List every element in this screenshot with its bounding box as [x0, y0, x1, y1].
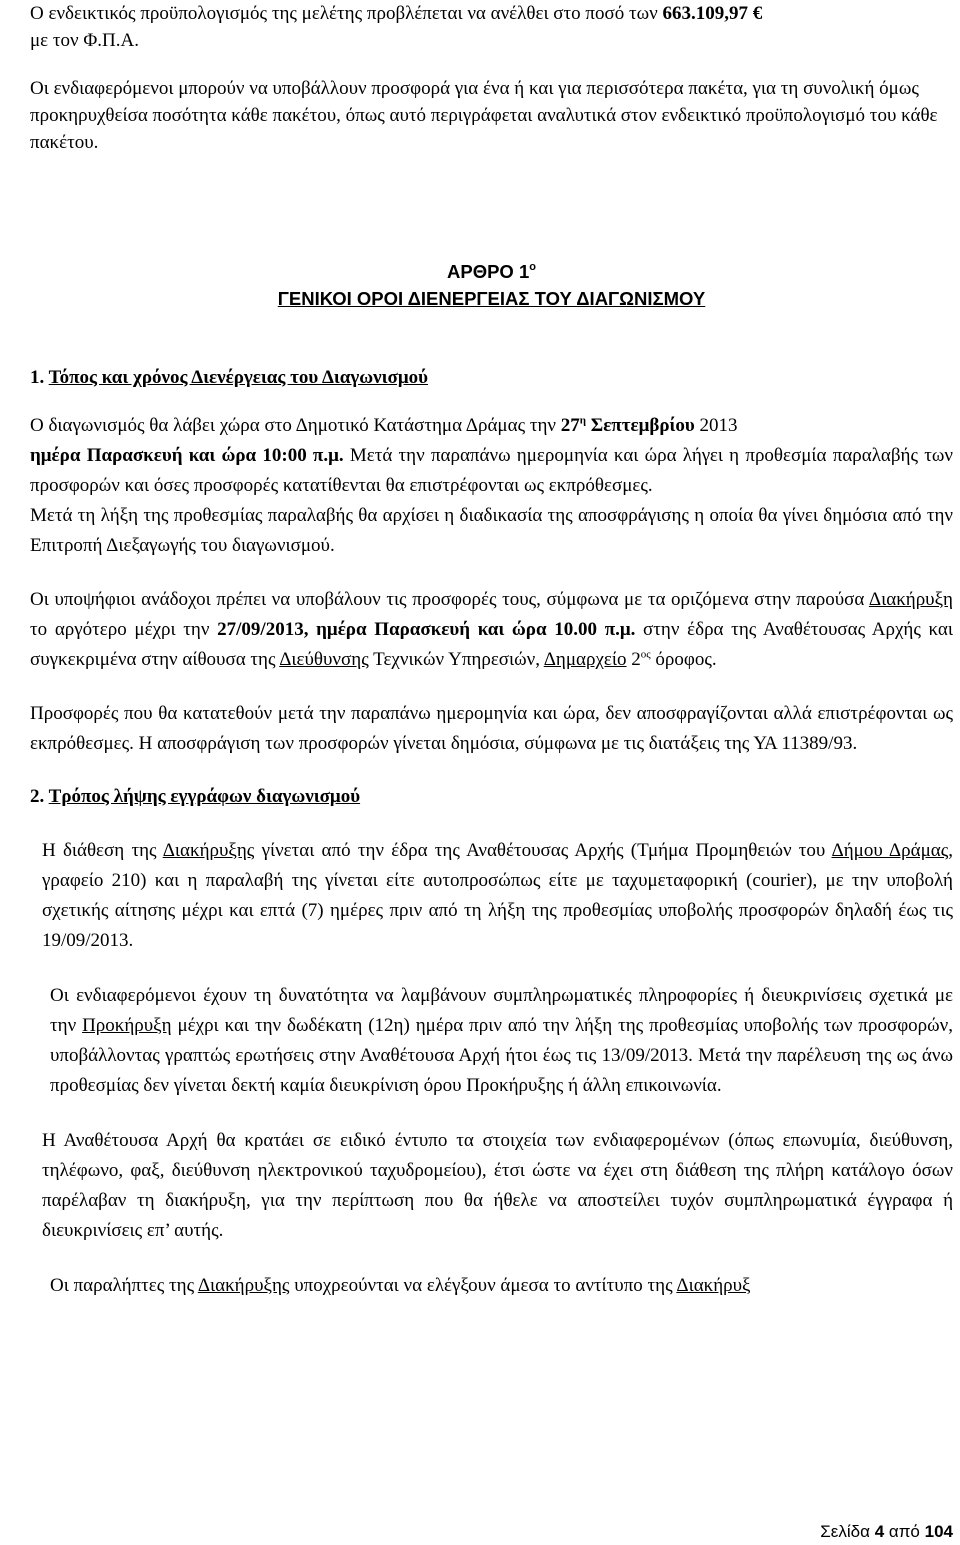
- s1p3-dept: Διεύθυνσης: [279, 649, 369, 670]
- footer-page-number: 4: [874, 1522, 885, 1541]
- s1p1-text-b: Μετά την παραπάνω ημερομηνία και ώρα λήγει η προθεσμία παραλαβής των προσφορών και όσες προσφορές κατατίθενται θα επιστρέφονται ως εκπρόθεσμες.: [30, 445, 953, 496]
- page-footer: [820, 1522, 953, 1542]
- section-2-body: [30, 836, 953, 956]
- section-2-paragraph-3: Η Αναθέτουσα Αρχή θα κρατάει σε ειδικό έντυπο τα στοιχεία των ενδιαφερομένων (όπως επωνυμία, διεύθυνση, τηλέφωνο, φαξ, διεύθυνση ηλεκτρονικού ταχυδρομείου), έτσι ώστε να έχει στη διάθεση της πλήρη κατάλογο όσων παρέλαβαν τη διακήρυξη, για την περίπτωση που θα ήθελε να αποστείλει τυχόν συμπληρωματικά έγγραφα ή διευκρινίσεις επ’ αυτής.: [42, 1130, 953, 1241]
- s1p1-year: 2013: [694, 415, 738, 436]
- s1p1-date: [561, 415, 695, 436]
- s2p1-text-c: , γραφείο 210) και η παραλαβή της γίνεται είτε αυτοπροσώπως είτε με ταχυμεταφορική (courier), με την υποβολή σχετικής αίτησης μέχρι και επτά (7) ημέρες πριν από τη λήξη της προθεσμίας υποβολής προσφορών δηλαδή έως τις 19/09/2013.: [42, 840, 954, 951]
- article-title-sup: ο: [529, 260, 536, 273]
- s2p1-municipality: Δήμου Δράμας: [831, 840, 949, 861]
- section-2-number: 2.: [30, 786, 45, 807]
- section-2-title-text: Τρόπος λήψης εγγράφων διαγωνισμού: [48, 786, 361, 807]
- article-heading: [30, 258, 953, 312]
- article-title-text: ΑΡΘΡΟ 1: [447, 261, 530, 282]
- s1p1-date-sup: η: [579, 414, 587, 427]
- section-1-paragraph-3: [30, 585, 953, 675]
- section-1-paragraph-4: Προσφορές που θα κατατεθούν μετά την παραπάνω ημερομηνία και ώρα, δεν αποσφραγίζονται αλλά επιστρέφονται ως εκπρόθεσμες. Η αποσφράγιση των προσφορών γίνεται δημόσια, σύμφωνα με τις διατάξεις της ΥΑ 11389/93.: [30, 703, 953, 754]
- s2p4-text-b: υποχρεούνται να ελέγξουν άμεσα το αντίτυπο της: [289, 1275, 677, 1296]
- section-2-title: [30, 783, 953, 810]
- s1p1-day: ημέρα Παρασκευή και ώρα 10:00 π.μ.: [30, 445, 344, 466]
- s2p4-declaration-2: Διακήρυξ: [676, 1275, 751, 1296]
- s1p3-text-b: το αργότερο μέχρι την: [30, 619, 218, 640]
- s1p3-deadline: 27/09/2013, ημέρα Παρασκευή και ώρα 10.00 π.μ.: [217, 619, 636, 640]
- s1p3-floor-sup: ος: [640, 648, 651, 661]
- s1p3-text-c: στην έδρα της Αναθέτουσας Αρχής και συγκεκριμένα στην αίθουσα της: [30, 619, 953, 670]
- budget-amount: 663.109,97 €: [662, 3, 763, 24]
- s1p3-text-f: όροφος.: [650, 649, 717, 670]
- section-1-paragraph-2: Μετά τη λήξη της προθεσμίας παραλαβής θα αρχίσει η διαδικασία της αποσφράγισης η οποία θα γίνει δημόσια από την Επιτροπή Διεξαγωγής του διαγωνισμού.: [30, 505, 953, 556]
- s1p3-town-hall: Δημαρχείο: [543, 649, 627, 670]
- budget-text: Ο ενδεικτικός προϋπολογισμός της μελέτης προβλέπεται να ανέλθει στο ποσό των: [30, 3, 663, 24]
- s1p3-text-d: Τεχνικών Υπηρεσιών,: [368, 649, 544, 670]
- section-2-body-2: [30, 1126, 953, 1246]
- s2p4-declaration: Διακήρυξης: [197, 1275, 290, 1296]
- section-1-title-text: Τόπος και χρόνος Διενέργειας του Διαγωνισμού: [48, 367, 429, 388]
- footer-total-pages: 104: [924, 1522, 953, 1541]
- budget-paragraph: [30, 0, 953, 54]
- s2p1-declaration: Διακήρυξης: [162, 840, 255, 861]
- s2p4-text-a: Οι παραλήπτες της: [50, 1275, 198, 1296]
- s2p2-text-a: Οι ενδιαφερόμενοι έχουν τη δυνατότητα να λαμβάνουν συμπληρωματικές πληροφορίες ή διευκρινίσεις σχετικά με την: [50, 985, 953, 1036]
- packages-paragraph: Οι ενδιαφερόμενοι μπορούν να υποβάλλουν προσφορά για ένα ή και για περισσότερα πακέτα, για τη συνολική όμως προκηρυχθείσα ποσότητα κάθε πακέτου, όπως αυτό περιγράφεται αναλυτικά στον ενδεικτικό προϋπολογισμό του κάθε πακέτου.: [30, 78, 938, 153]
- s1p1-date-month: Σεπτεμβρίου: [586, 415, 695, 436]
- section-2-paragraph-1: [42, 836, 953, 956]
- section-1-paragraph-1: [30, 411, 953, 501]
- footer-label: Σελίδα: [820, 1522, 875, 1541]
- s1p1-text-a: Ο διαγωνισμός θα λάβει χώρα στο Δημοτικό Κατάστημα Δράμας την: [30, 415, 561, 436]
- s2p1-text-a: Η διάθεση της: [42, 840, 163, 861]
- s1p1-date-num: 27: [560, 415, 580, 436]
- section-1-title: [30, 364, 953, 391]
- section-2-paragraph-2: [30, 981, 953, 1101]
- section-2-paragraph-4: [30, 1271, 953, 1301]
- section-1-number: 1.: [30, 367, 45, 388]
- footer-of: από: [884, 1522, 925, 1541]
- s1p3-text-a: Οι υποψήφιοι ανάδοχοι πρέπει να υποβάλουν τις προσφορές τους, σύμφωνα με τα οριζόμενα στην παρούσα: [30, 589, 869, 610]
- s1p3-floor-num: 2: [626, 649, 641, 670]
- s2p2-text-b: μέχρι και την δωδέκατη (12η) ημέρα πριν από την λήξη της προθεσμίας υποβολής των προσφορών, υποβάλλοντας γραπτώς ερωτήσεις στην Αναθέτουσα Αρχή ήτοι έως τις 13/09/2013. Μετά την παρέλευση της ως άνω προθεσμίας δεν γίνεται δεκτή καμία διευκρίνιση όρου Προκήρυξης ή άλλη επικοινωνία.: [50, 1015, 953, 1096]
- article-title: [30, 258, 953, 285]
- budget-vat-text: με τον Φ.Π.Α.: [30, 30, 139, 51]
- s2p1-text-b: γίνεται από την έδρα της Αναθέτουσας Αρχής (Τμήμα Προμηθειών του: [254, 840, 832, 861]
- s1p3-declaration: Διακήρυξη: [868, 589, 953, 610]
- s2p2-proclamation: Προκήρυξη: [82, 1015, 172, 1036]
- article-subtitle: ΓΕΝΙΚΟΙ ΟΡΟΙ ΔΙΕΝΕΡΓΕΙΑΣ ΤΟΥ ΔΙΑΓΩΝΙΣΜΟΥ: [277, 288, 706, 309]
